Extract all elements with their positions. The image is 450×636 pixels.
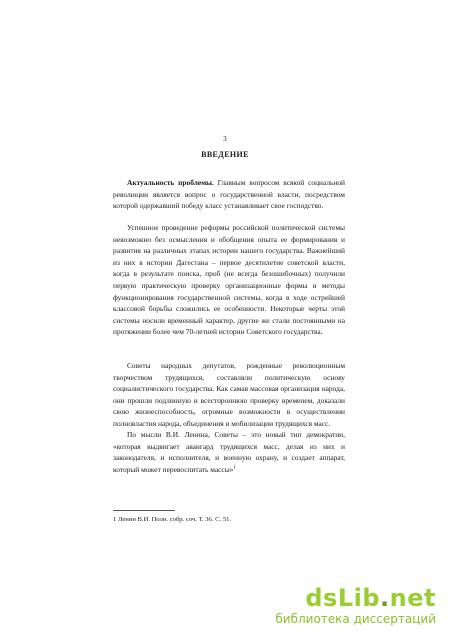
footnote-separator — [113, 510, 175, 511]
footnote-ref: 1 — [233, 465, 236, 471]
body-text-p3 — [113, 360, 345, 430]
p4-text: По мысли В.И. Ленина, Советы – это новый тип демократии, «которая выдвигает авангард трудящихся масс, делая из них и законодателя, и исполнителя, и военную охрану, и создает аппарат, который может перевоспитать массы» — [113, 430, 345, 474]
p3-text: Советы народных депутатов, рожденные революционным творчеством трудящихся, составляли политическую основу социалистического государства. Как самая массовая организация народа, они прошли подлинную и всестороннюю проверку временем, доказали свою жизнеспособность, огромные возможности в осуществлении полновластия народа, объединения и мобилизации трудящихся масс. — [113, 361, 345, 428]
footnote: 1 Ленин В.И. Полн. собр. соч. Т. 36. С. 51. — [113, 516, 232, 523]
watermark — [275, 586, 436, 626]
lead-phrase: Актуальность проблемы. — [127, 178, 214, 187]
p2-text: Успешное проведение реформы российской политической системы невозможно без осмысления и обобщения опыта ее формирования и развития на различных этапах истории нашего государства. Важнейший из них в истории Дагестана – первое десятилетие советской власти, когда в результате поиска, проб (не всегда безошибочных) получили первую практическую проверку организационные формы и методы функционирования государственной системы, когда в ходе острейшей классовой борьбы сложились ее особенности. Некоторые черты этой системы носили временный характер, другие же стали постоянными на протяжении более чем 70-летней истории Советского государства. — [113, 223, 345, 337]
body-text-p4 — [113, 429, 345, 475]
page-number: 3 — [223, 135, 227, 143]
page-title: ВВЕДЕНИЕ — [201, 150, 249, 159]
p1-text: Главным вопросом всякой социальной революции является вопрос о государственной власти, посредством которой одержавший победу класс устанавливает свое господство. — [113, 178, 345, 211]
watermark-subtitle: библиотека диссертаций — [275, 612, 436, 626]
body-text-p2 — [113, 222, 345, 338]
body-text-p1 — [113, 177, 345, 212]
watermark-logo: dsLib.net — [305, 584, 436, 612]
